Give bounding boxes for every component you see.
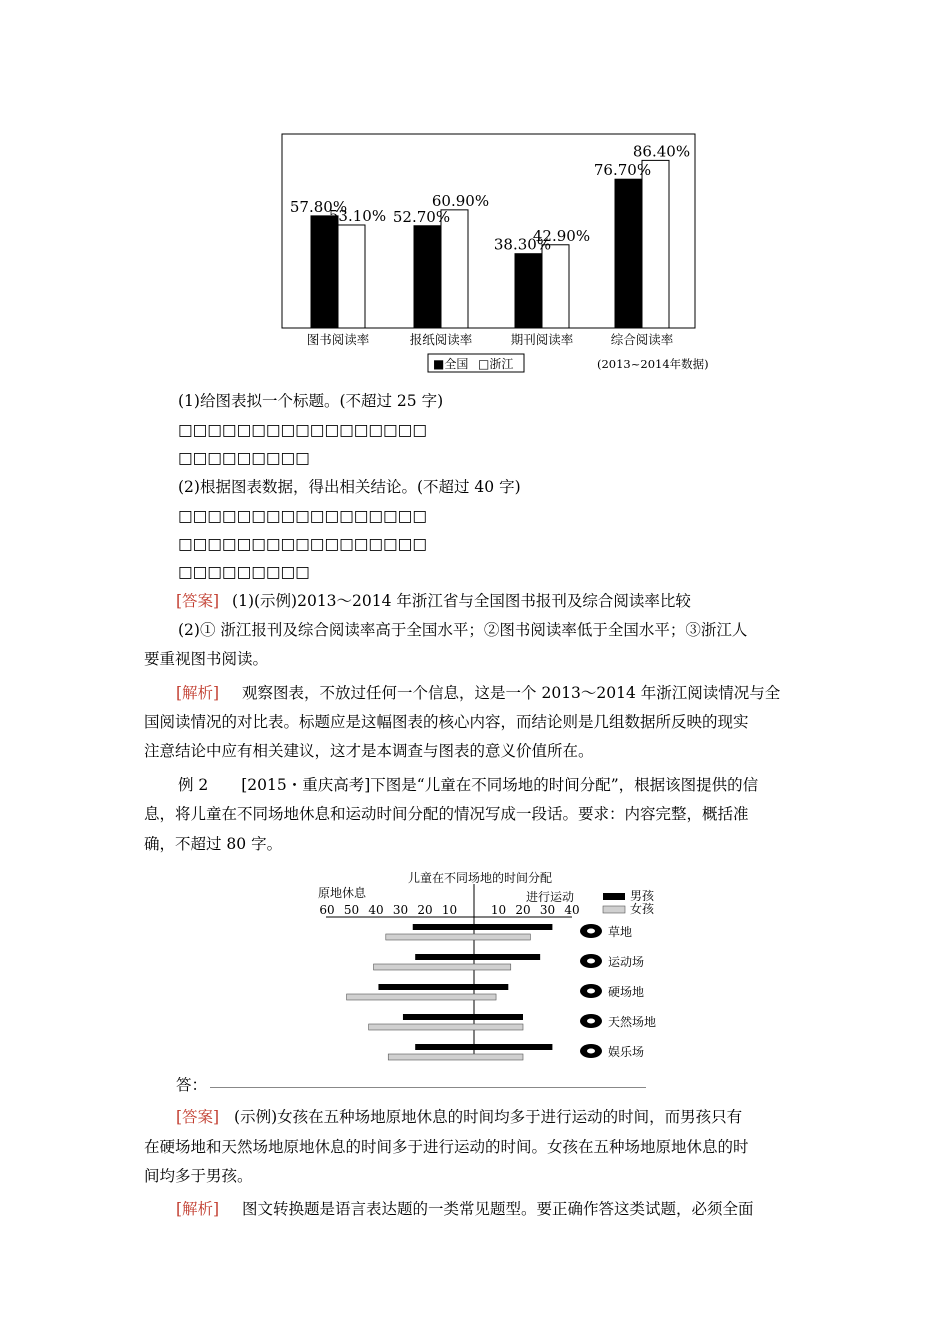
- analysis1-text-1: 观察图表，不放过任何一个信息，这是一个 2013～2014 年浙江阅读情况与全: [242, 684, 781, 702]
- venue-label: 硬场地: [608, 985, 645, 999]
- answer1-line3: 要重视图书阅读。: [144, 650, 269, 668]
- bar-zhejiang-2: [542, 245, 569, 328]
- bar-girl-1: [374, 964, 511, 970]
- tick-label: 30: [539, 903, 556, 917]
- tick-label: 10: [441, 903, 458, 917]
- bar-national-3: [615, 179, 642, 328]
- answer2-line3: 间均多于男孩。: [144, 1167, 253, 1185]
- bar-boy-3: [403, 1014, 523, 1020]
- legend-swatch-girl: [603, 906, 625, 913]
- example-source: [2015・重庆高考]: [241, 776, 371, 794]
- analysis1-line3: 注意结论中应有相关建议，这才是本调查与图表的意义价值所在。: [144, 742, 594, 760]
- venue-icon-mark: [587, 1019, 595, 1024]
- tick-label: 30: [392, 903, 409, 917]
- legend-item-zhejiang: □浙江: [478, 357, 514, 371]
- tick-label: 20: [417, 903, 433, 917]
- venue-label: 娱乐场: [608, 1045, 645, 1059]
- bar-boy-2: [378, 984, 508, 990]
- value-label: 57.80%: [289, 197, 348, 216]
- bar-girl-4: [388, 1054, 523, 1060]
- legend-swatch-boy: [603, 893, 625, 900]
- example2-line3: 确，不超过 80 字。: [144, 835, 283, 853]
- tick-label: 60: [319, 903, 335, 917]
- value-label: 86.40%: [632, 142, 691, 161]
- q1-box-line-2: □□□□□□□□□: [178, 449, 310, 467]
- reading-rate-bar-chart: [270, 128, 720, 378]
- category-label: 综合阅读率: [610, 332, 674, 347]
- value-label: 53.10%: [328, 206, 387, 225]
- bar-zhejiang-1: [441, 210, 468, 328]
- example2-line2: 息，将儿童在不同场地休息和运动时间分配的情况写成一段话。要求：内容完整，概括准: [144, 805, 749, 823]
- q2-prompt: (2)根据图表数据，得出相关结论。(不超过 40 字): [178, 478, 521, 496]
- legend-item-national: ■全国: [433, 357, 469, 371]
- example-text-1: 下图是“儿童在不同场地的时间分配”，根据该图提供的信: [370, 776, 759, 794]
- child-time-distribution-chart: [310, 870, 670, 1065]
- value-label: 42.90%: [532, 226, 591, 245]
- bar-boy-0: [413, 924, 553, 930]
- analysis2-text-1: 图文转换题是语言表达题的一类常见题型。要正确作答这类试题，必须全面: [242, 1200, 754, 1218]
- analysis1-line2: 国阅读情况的对比表。标题应是这幅图表的核心内容，而结论则是几组数据所反映的现实: [144, 713, 749, 731]
- answer-prompt: 答：: [176, 1076, 208, 1094]
- answer2-text-1: (示例)女孩在五种场地原地休息的时间均多于进行运动的时间，而男孩只有: [234, 1108, 743, 1126]
- value-label: 76.70%: [593, 161, 652, 180]
- value-label: 52.70%: [392, 207, 451, 226]
- answer1-line2: (2)① 浙江报刊及综合阅读率高于全国水平；②图书阅读率低于全国水平；③浙江人: [178, 621, 748, 639]
- answer-tag: [答案]: [176, 1108, 220, 1126]
- q1-box-line-1: □□□□□□□□□□□□□□□□□: [178, 421, 427, 439]
- bar-national-2: [515, 254, 542, 328]
- venue-label: 运动场: [608, 955, 645, 969]
- bar-girl-2: [347, 994, 496, 1000]
- category-label: 图书阅读率: [306, 332, 370, 347]
- bar-national-1: [414, 226, 441, 328]
- analysis-tag: [解析]: [176, 1200, 220, 1218]
- bar-boy-1: [415, 954, 540, 960]
- example2-line1: [178, 775, 758, 795]
- bar-zhejiang-0: [338, 225, 365, 328]
- tick-label: 40: [368, 903, 384, 917]
- answer2-line2: 在硬场地和天然场地原地休息的时间多于进行运动的时间。女孩在五种场地原地休息的时: [144, 1138, 749, 1156]
- category-label: 期刊阅读率: [510, 332, 574, 347]
- q2-box-line-1: □□□□□□□□□□□□□□□□□: [178, 507, 427, 525]
- bar-boy-4: [415, 1044, 552, 1050]
- venue-icon-mark: [587, 959, 595, 964]
- answer2-line1: [176, 1107, 742, 1127]
- bar-zhejiang-3: [642, 160, 669, 328]
- venue-icon-mark: [587, 989, 595, 994]
- analysis1-line1: [176, 683, 780, 703]
- venue-label: 草地: [608, 925, 633, 939]
- category-label: 报纸阅读率: [409, 332, 473, 347]
- bar-girl-0: [386, 934, 531, 940]
- answer-blank-line[interactable]: [210, 1087, 646, 1088]
- answer1-line1: [176, 591, 691, 611]
- answer1-text-1: (1)(示例)2013～2014 年浙江省与全国图书报刊及综合阅读率比较: [232, 592, 691, 610]
- q1-prompt: (1)给图表拟一个标题。(不超过 25 字): [178, 392, 444, 410]
- data-year-note: (2013~2014年数据): [597, 357, 709, 371]
- tick-label: 20: [515, 903, 531, 917]
- legend-label-girl: 女孩: [630, 902, 655, 916]
- value-label: 38.30%: [493, 235, 552, 254]
- left-axis-label: 原地休息: [318, 886, 367, 900]
- venue-icon-mark: [587, 929, 595, 934]
- tick-label: 10: [490, 903, 507, 917]
- answer-tag: [答案]: [176, 592, 220, 610]
- q2-box-line-2: □□□□□□□□□□□□□□□□□: [178, 535, 427, 553]
- analysis2-line1: [176, 1199, 754, 1219]
- tick-label: 40: [564, 903, 580, 917]
- q2-box-line-3: □□□□□□□□□: [178, 563, 310, 581]
- value-label: 60.90%: [431, 191, 490, 210]
- right-axis-label: 进行运动: [526, 890, 575, 904]
- chart2-title: 儿童在不同场地的时间分配: [407, 871, 553, 885]
- legend-label-boy: 男孩: [630, 889, 655, 903]
- bar-national-0: [311, 216, 338, 328]
- tick-label: 50: [343, 903, 360, 917]
- venue-label: 天然场地: [608, 1015, 657, 1029]
- example-label: 例 2: [178, 776, 209, 794]
- bar-girl-3: [369, 1024, 523, 1030]
- analysis-tag: [解析]: [176, 684, 220, 702]
- venue-icon-mark: [587, 1049, 595, 1054]
